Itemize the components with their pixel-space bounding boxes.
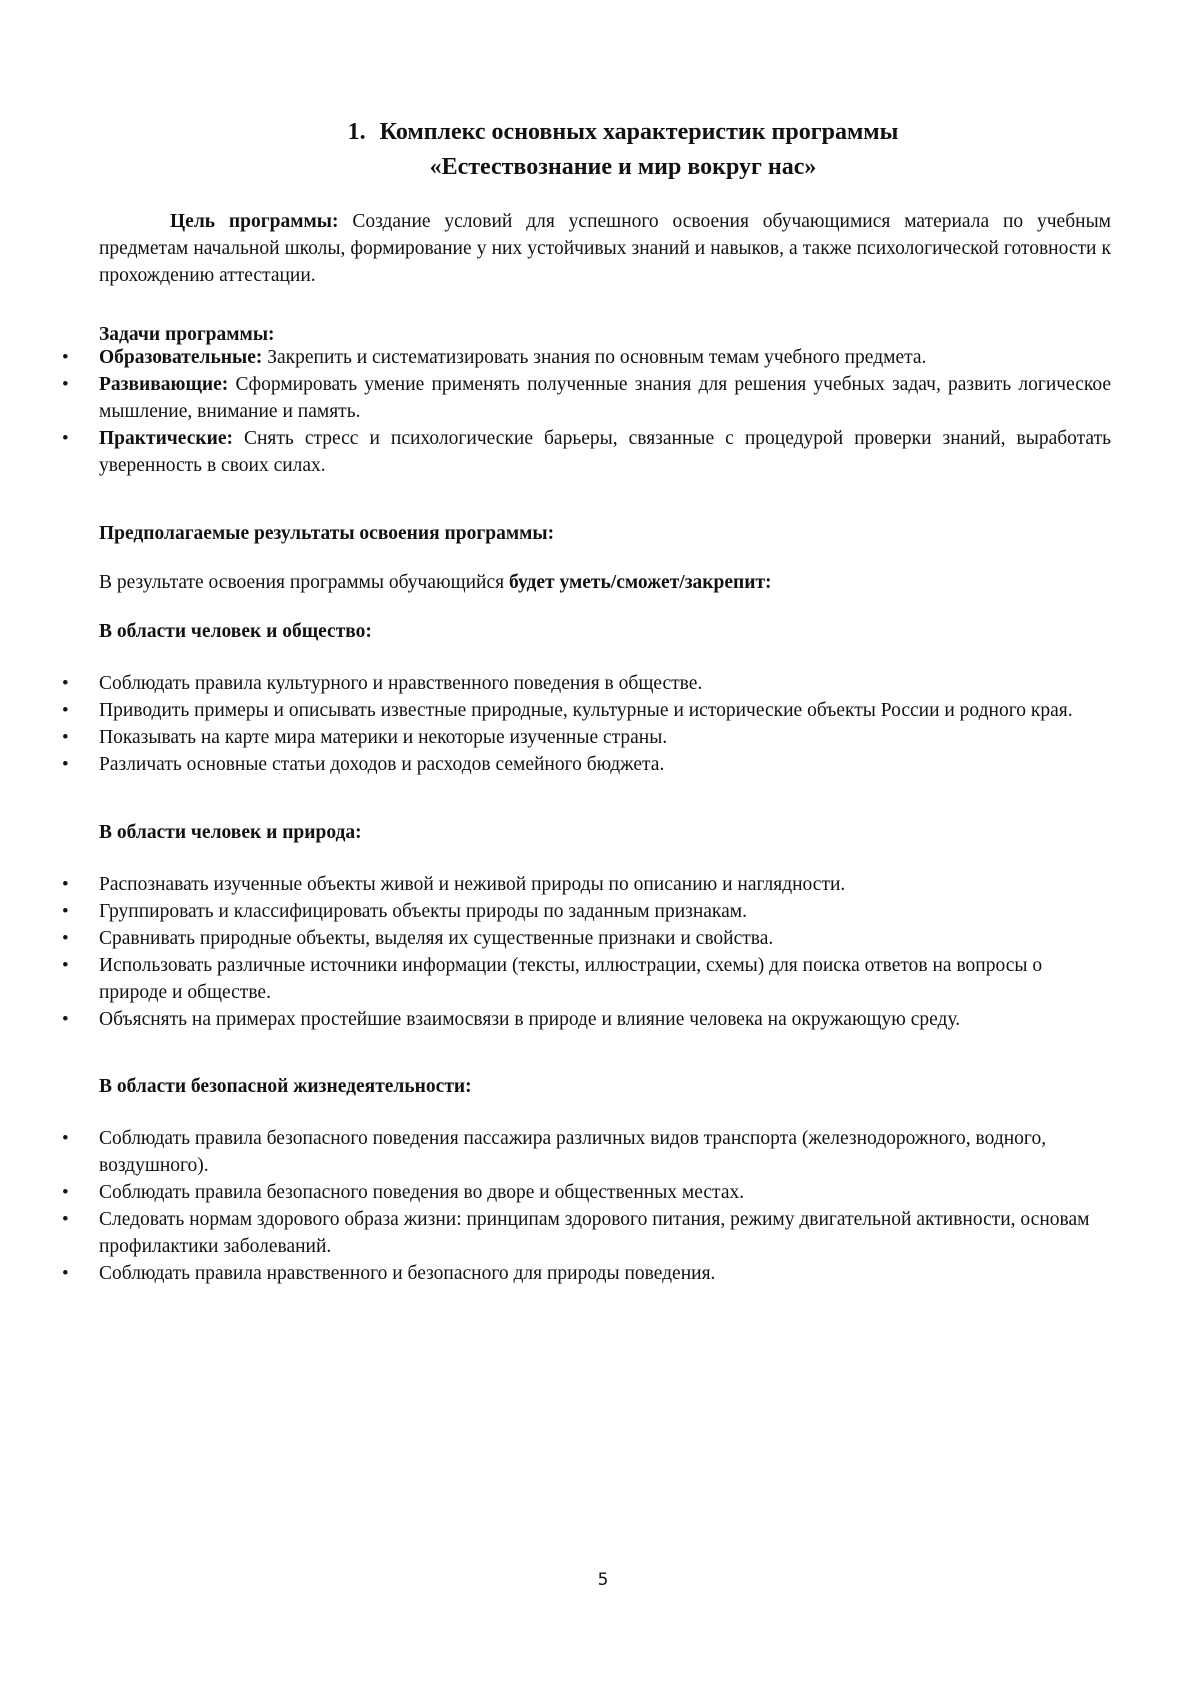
list-item <box>0 898 1111 925</box>
bullet-icon: • <box>62 754 69 775</box>
list-item <box>0 1125 1111 1179</box>
section-number: 1. <box>347 119 366 145</box>
section-title-line-2: «Естествознание и мир вокруг нас» <box>429 154 817 180</box>
safety-heading: В области безопасной жизнедеятельности: <box>99 1076 472 1097</box>
list-item <box>0 371 1111 425</box>
bullet-icon: • <box>62 1009 69 1030</box>
bullet-icon: • <box>62 347 69 368</box>
tasks-list <box>0 344 1111 479</box>
list-item <box>0 952 1111 1006</box>
section-title-line-1 <box>28 115 1190 149</box>
bullet-icon: • <box>62 1209 69 1230</box>
list-item-text: Распознавать изученные объекты живой и неживой природы по описанию и наглядности. <box>99 874 846 895</box>
page-number: 5 <box>597 1570 609 1590</box>
nature-heading: В области человек и природа: <box>99 822 362 843</box>
list-item <box>0 1260 1111 1287</box>
bullet-icon: • <box>62 374 69 395</box>
list-item-text: Соблюдать правила безопасного поведения во дворе и общественных местах. <box>99 1182 745 1203</box>
list-item <box>0 670 1111 697</box>
list-item <box>0 751 1111 778</box>
bullet-icon: • <box>62 673 69 694</box>
section-title-text: Комплекс основных характеристик программы <box>379 119 899 145</box>
results-heading: Предполагаемые результаты освоения программы: <box>99 523 555 544</box>
results-intro <box>99 569 772 596</box>
safety-list <box>0 1125 1111 1287</box>
list-item-text: Следовать нормам здорового образа жизни: принципам здорового питания, режиму двигательной активности, основам профилактики заболеваний. <box>99 1209 1090 1257</box>
task-text: Снять стресс и психологические барьеры, связанные с процедурой проверки знаний, выработать уверенность в своих силах. <box>99 428 1111 476</box>
bullet-icon: • <box>62 1128 69 1149</box>
results-intro-bold: будет уметь/сможет/закрепит: <box>508 572 772 593</box>
list-item <box>0 344 1111 371</box>
bullet-icon: • <box>62 928 69 949</box>
program-goal-text: Создание условий для успешного освоения обучающимися материала по учебным предметам начальной школы, формирование у них устойчивых знаний и навыков, а также психологической готовности к прохождению аттестации. <box>99 211 1112 286</box>
results-intro-text: В результате освоения программы обучающийся <box>99 572 509 593</box>
list-item <box>0 1006 1111 1033</box>
list-item-text: Приводить примеры и описывать известные природные, культурные и исторические объекты России и родного края. <box>99 700 1073 721</box>
task-label: Практические: <box>99 428 233 449</box>
list-item <box>0 724 1111 751</box>
society-list <box>0 670 1111 778</box>
list-item-text: Соблюдать правила нравственного и безопасного для природы поведения. <box>99 1263 716 1284</box>
list-item-text: Различать основные статьи доходов и расходов семейного бюджета. <box>99 754 665 775</box>
list-item-text: Показывать на карте мира материки и некоторые изученные страны. <box>99 727 668 748</box>
list-item-text: Соблюдать правила безопасного поведения пассажира различных видов транспорта (железнодорожного, водного, воздушного). <box>99 1128 1047 1176</box>
list-item-text: Сравнивать природные объекты, выделяя их существенные признаки и свойства. <box>99 928 774 949</box>
bullet-icon: • <box>62 428 69 449</box>
list-item <box>0 1206 1111 1260</box>
bullet-icon: • <box>62 1182 69 1203</box>
tasks-heading: Задачи программы: <box>99 324 275 345</box>
list-item <box>0 871 1111 898</box>
list-item-text: Соблюдать правила культурного и нравственного поведения в обществе. <box>99 673 703 694</box>
task-label: Развивающие: <box>99 374 229 395</box>
task-label: Образовательные: <box>99 347 263 368</box>
society-heading: В области человек и общество: <box>99 621 372 642</box>
bullet-icon: • <box>62 1263 69 1284</box>
bullet-icon: • <box>62 874 69 895</box>
list-item-text: Объяснять на примерах простейшие взаимосвязи в природе и влияние человека на окружающую среду. <box>99 1009 961 1030</box>
list-item <box>0 425 1111 479</box>
bullet-icon: • <box>62 955 69 976</box>
list-item-text: Использовать различные источники информации (тексты, иллюстрации, схемы) для поиска ответов на вопросы о природе и обществе. <box>99 955 1043 1003</box>
list-item <box>0 697 1111 724</box>
program-goal-label: Цель программы: <box>170 211 339 232</box>
list-item-text: Группировать и классифицировать объекты природы по заданным признакам. <box>99 901 747 922</box>
bullet-icon: • <box>62 700 69 721</box>
list-item <box>0 925 1111 952</box>
list-item <box>0 1179 1111 1206</box>
nature-list <box>0 871 1111 1033</box>
bullet-icon: • <box>62 727 69 748</box>
program-goal-paragraph <box>99 208 1111 289</box>
task-text: Закрепить и систематизировать знания по основным темам учебного предмета. <box>262 347 927 368</box>
bullet-icon: • <box>62 901 69 922</box>
task-text: Сформировать умение применять полученные знания для решения учебных задач, развить логическое мышление, внимание и память. <box>99 374 1111 422</box>
